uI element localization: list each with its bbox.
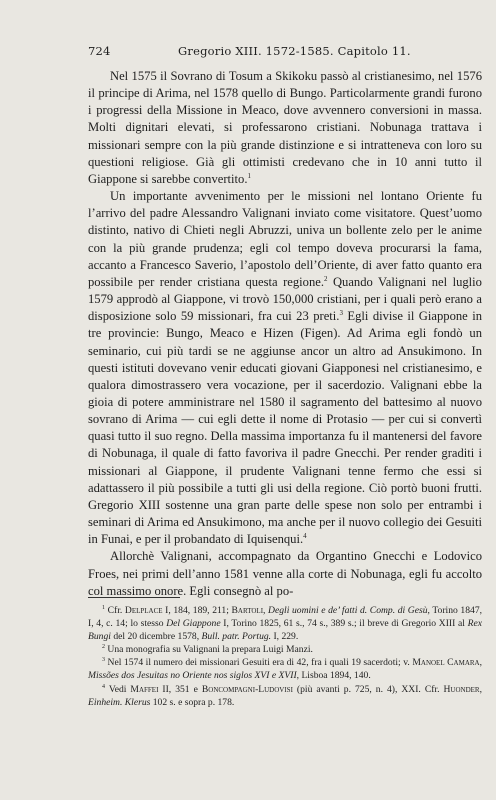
footnote	[88, 656, 482, 682]
footnote-text: Una monografia su Valignani la prepara Luigi Manzi.	[107, 644, 313, 656]
footnote	[88, 643, 482, 656]
footnote-title: Del Giappone	[166, 618, 221, 630]
footnote-ref[interactable]: 3	[339, 309, 343, 317]
footnote-number: 1	[102, 604, 105, 611]
footnote	[88, 604, 482, 643]
footnote-number: 4	[102, 683, 105, 690]
footnote-ref[interactable]: 1	[247, 171, 251, 180]
footnote-divider	[88, 597, 180, 598]
footnote-text: I, 184, 189, 211;	[162, 605, 232, 616]
footnote-author: Boncompagni-Ludovisi	[201, 683, 293, 695]
footnote-title: Degli uomini e de’ fatti d. Comp. di Gesù	[268, 605, 428, 616]
footnote-title: Missões dos Jesuitas no Oriente nos siglos XVI e XVII	[88, 670, 297, 682]
paragraph-text: Un importante avvenimento per le missioni nel lontano Oriente fu l’arrivo del padre Alessandro Valignani inviato come visitatore. Quest’uomo distinto, nativo di Chieti negli Abruzzi, univa un bollente zelo per le anime con la più grande prudenza; egli col tempo doveva procurarsi la fama, accanto a Francesco Saverio, l’apostolo dell’Oriente, di aver fatto quanto era possibile per render cristiana questa regione.	[88, 189, 482, 289]
footnote-author: Maffei	[130, 683, 159, 695]
footnote	[88, 683, 482, 709]
paragraph	[88, 188, 482, 548]
footnote-text: ,	[479, 657, 483, 669]
footnote-author: Manoel Camara	[412, 657, 480, 669]
paragraph-text: Quando Valignani nel luglio 1579 approdò al Giappone, vi trovò 150,000 cristiani, per i quali però erano a disposizione solo 59 missionari, fra cui 23 preti.	[88, 274, 482, 324]
paragraph-text: Nel 1575 il Sovrano di Tosum a Skikoku passò al cristianesimo, nel 1576 il principe di Arima, nel 1578 quello di Bungo. Particolarmente grandi furono i progressi della Missione in Meaco, dove avvennero conversioni in massa. Molti dignitari elevati, si professarono cristiani. Nobunaga trattava i missionari sempre con la più grande distinzione e si intratteneva con loro su questioni religiose. Già gli ottimisti credevano che in 10 anni tutto il Giappone si sarebbe convertito.	[88, 69, 482, 186]
footnote-ref[interactable]: 2	[324, 274, 328, 283]
footnote-title: Einheim. Klerus	[88, 696, 151, 708]
footnote-text: , Lisboa 1894, 140.	[296, 670, 371, 682]
footnote-text: (più avanti p. 725, n. 4), XXI. Cfr.	[292, 683, 444, 695]
footnote-text: I, Torino 1825, 61 s., 74 s., 389 s.; il breve di Gregorio XIII al	[220, 618, 468, 630]
footnote-title: Bull. patr. Portug.	[201, 631, 272, 643]
paragraph	[88, 68, 482, 188]
footnote-title: Rex Bungi	[88, 618, 482, 643]
footnote-text: I, 229.	[271, 631, 299, 643]
paragraph-text: Allorchè Valignani, accompagnato da Organtino Gnecchi e Lodovico Froes, nei primi dell’anno 1581 venne alla corte di Nobunaga, egli fu accolto col massimo onore. Egli consegnò al po-	[88, 549, 482, 598]
footnote-number: 2	[102, 644, 105, 651]
footnote-text: del 20 dicembre 1578,	[110, 631, 202, 643]
footnotes	[88, 604, 482, 709]
footnote-author: Delplace	[124, 605, 163, 616]
page-number: 724	[88, 44, 111, 58]
running-title: Gregorio XIII. 1572-1585. Capitolo 11.	[178, 44, 411, 58]
footnote-text: 102 s. e sopra p. 178.	[150, 696, 235, 708]
paragraph	[88, 548, 482, 599]
footnote-number: 3	[102, 657, 105, 664]
footnote-text: , Torino 1847, I, 4, c. 14; lo stesso	[88, 605, 483, 630]
paragraph-text: Egli divise il Giappone in tre provincie: Bungo, Meaco e Hizen (Figen). Ad Arima egli fondò un seminario, cui più tardi se ne aggiunse ancor un altro ad Ansukimono. In questi istituti dovevano venir educati giovani Giapponesi nel cristianesimo, e qualora dimostrassero vera vocazione, per il sacerdozio. Valignani ebbe la gioia di potere amministrare nel 1580 il sagramento del battesimo al nuovo sovrano di Arima — cui egli dette il nome di Protasio — per cui si convertì quasi tutto il suo regno. Della massima importanza fu il mantenersi del favore di Nobunaga, il quale di fatto favoriva il padre Gnecchi. Per render graditi i missionari al Giappone, il prudente Valignani tenne fermo che essi si adattassero il più possibile a tutti gli usi della regione. Ciò portò buoni frutti. Gregorio XIII sostenne una gran parte delle spese non solo per entrambi i seminari di Arima ed Ansukimono, ma anche per il nuovo collegio dei Gesuiti in Funai, e per il probandato di Iquisenqui.	[88, 309, 482, 547]
main-text	[88, 68, 482, 600]
footnote-ref[interactable]: 4	[303, 532, 307, 541]
footnote-text: Nel 1574 il numero dei missionari Gesuiti era di 42, fra i quali 19 sacerdoti; v.	[107, 657, 413, 669]
footnote-text: ,	[263, 605, 269, 616]
footnote-text: Cfr.	[107, 605, 125, 616]
footnote-author: Bartoli	[231, 605, 264, 616]
footnote-text: Vedi	[108, 683, 131, 695]
footnote-author: Huonder	[443, 683, 480, 695]
footnote-text: II, 351 e	[158, 683, 202, 695]
footnote-text: ,	[479, 683, 482, 695]
